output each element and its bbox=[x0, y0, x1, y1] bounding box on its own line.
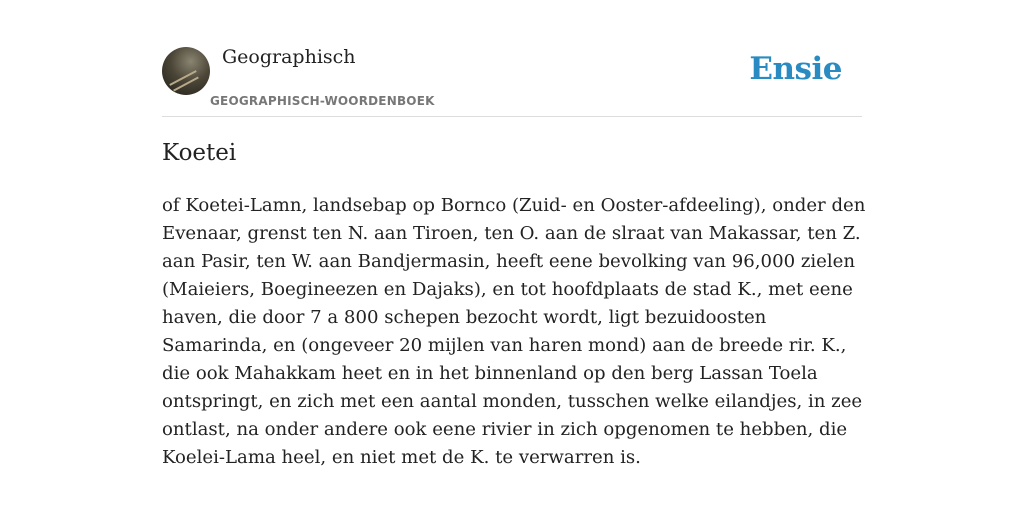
book-avatar-icon[interactable] bbox=[162, 47, 210, 95]
ensie-logo[interactable]: Ensie bbox=[749, 51, 842, 87]
site-subtitle[interactable]: GEOGRAPHISCH-WOORDENBOEK bbox=[210, 94, 435, 108]
site-header bbox=[162, 44, 862, 117]
entry-definition: of Koetei-Lamn, landsebap op Bornco (Zuid- en Ooster-afdeeling), onder den Evenaar, grenst ten N. aan Tiroen, ten O. aan de slraat van Makassar, ten Z. aan Pasir, ten W. aan Bandjermasin, heeft eene bevolking van 96,000 zielen (Maieiers, Boegineezen en Dajaks), en tot hoofdplaats de stad K., met eene haven, die door 7 a 800 schepen bezocht wordt, ligt bezuidoosten Samarinda, en (ongeveer 20 mijlen van haren mond) aan de breede rir. K., die ook Mahakkam heet en in het binnenland op den berg Lassan Toela ontspringt, en zich met een aantal monden, tusschen welke eilandjes, in zee ontlast, na onder andere ook eene rivier in zich opgenomen te hebben, die Koelei-Lama heel, en niet met de K. te verwarren is. bbox=[162, 195, 866, 468]
entry-title: Koetei bbox=[162, 140, 237, 166]
site-name[interactable]: Geographisch bbox=[222, 46, 356, 68]
